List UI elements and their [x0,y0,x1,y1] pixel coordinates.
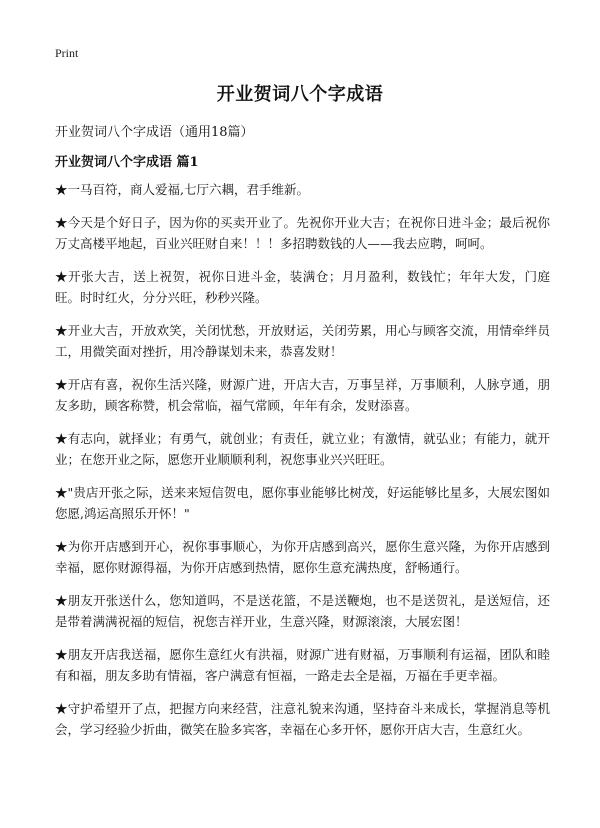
section-heading: 开业贺词八个字成语 篇1 [55,155,199,170]
paragraph: ★朋友开店我送福，愿你生意红火有洪福，财源广进有财福，万事顺利有运福，团队和睦有和福，朋友多助有情福，客户满意有恒福，一路走去全是福，万福在手更幸福。 [55,647,550,683]
paragraph: ★今天是个好日子，因为你的买卖开业了。先祝你开业大吉；在祝你日进斗金；最后祝你万丈高楼平地起，百业兴旺财自来！！！多招聘数钱的人——我去应聘，呵呵。 [55,215,550,251]
paragraph: ★为你开店感到开心，祝你事事顺心，为你开店感到高兴，愿你生意兴隆，为你开店感到幸福，愿你财源得福，为你开店感到热情，愿你生意充满热度，舒畅通行。 [55,539,550,575]
page-title: 开业贺词八个字成语 [216,84,384,105]
paragraph: ★开业大吉，开放欢笑，关闭忧愁，开放财运，关闭劳累，用心与顾客交流，用情牵绊员工，用微笑面对挫折，用冷静谋划未来，恭喜发财！ [55,323,550,359]
paragraph: ★一马百符，商人爱福,七厅六耦，君手维新。 [55,182,309,197]
paragraph: ★开店有喜，祝你生活兴隆，财源广进，开店大吉，万事呈祥，万事顺利，人脉亨通，朋友多助，顾客称赞，机会常临，福气常顾，年年有余，发财添喜。 [55,377,550,413]
print-label[interactable]: Print [55,46,79,60]
paragraph: ★有志向，就择业；有勇气，就创业；有责任，就立业；有激情，就弘业；有能力，就开业；在您开业之际，愿您开业顺顺利利，祝您事业兴兴旺旺。 [55,431,550,467]
paragraph: ★守护希望开了点，把握方向来经营，注意礼貌来沟通，坚持奋斗来成长，掌握消息等机会，学习经验少折曲，微笑在脸多宾客，幸福在心多开怀，愿你开店大吉，生意红火。 [55,701,550,737]
paragraph: ★开张大吉，送上祝贺，祝你日进斗金，装满仓；月月盈利，数钱忙；年年大发，门庭旺。时时红火，分分兴旺，秒秒兴隆。 [55,269,550,305]
document-subtitle: 开业贺词八个字成语（通用18篇） [55,125,254,140]
paragraph: ★朋友开张送什么，您知道吗，不是送花篮，不是送鞭炮，也不是送贺礼，是送短信，还是带着满满祝福的短信，祝您吉祥开业，生意兴隆，财源滚滚，大展宏图！ [55,593,550,629]
paragraph: ★"贵店开张之际，送来来短信贺电，愿你事业能够比树茂，好运能够比星多，大展宏图如您愿,鸿运高照乐开怀！" [55,485,550,521]
paragraph-list [55,179,550,752]
